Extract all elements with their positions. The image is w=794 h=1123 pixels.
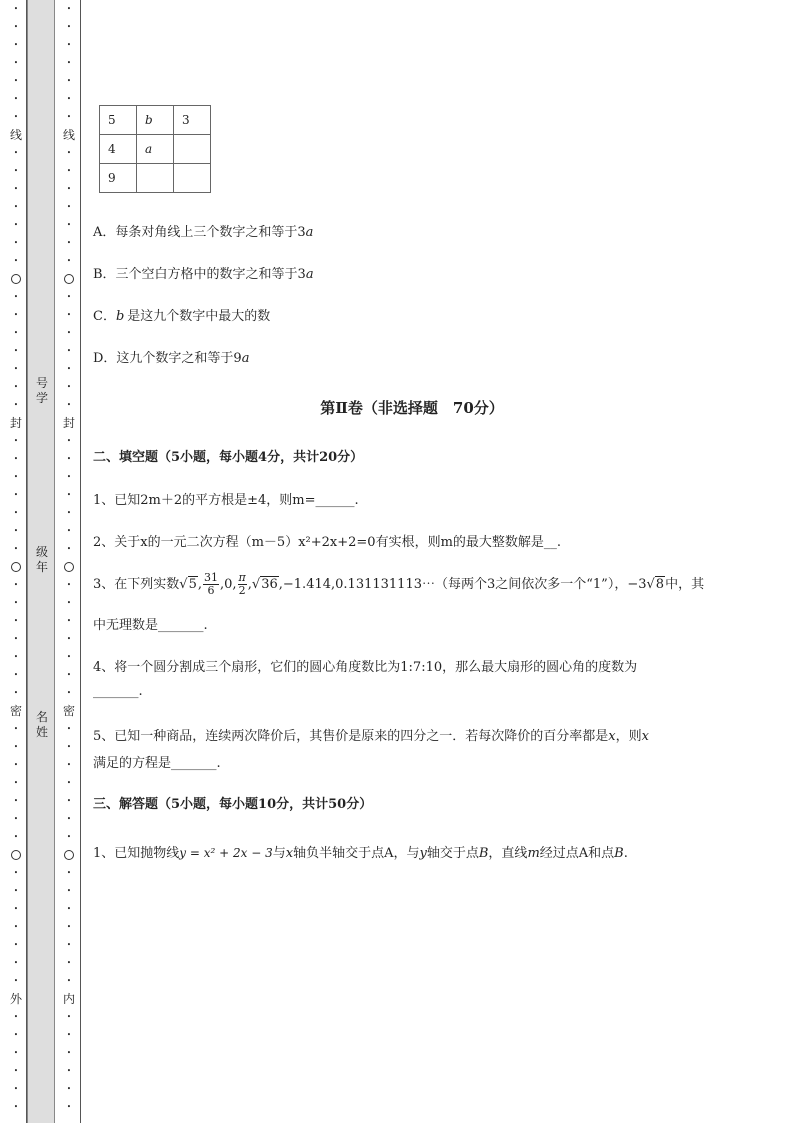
margin-dot: • (66, 239, 72, 247)
radical: √ (179, 577, 188, 592)
field-label: 名姓 (36, 710, 49, 739)
grid-cell: 4 (100, 135, 137, 164)
margin-dot: • (13, 761, 19, 769)
margin-dot: • (13, 491, 19, 499)
circle-icon (11, 562, 21, 572)
margin-dot: • (13, 689, 19, 697)
radical: √ (646, 577, 655, 592)
option-text: B．三个空白方格中的数字之和等于3 (93, 267, 306, 282)
margin-dot: • (13, 257, 19, 265)
option-text: A．每条对角线上三个数字之和等于3 (93, 225, 306, 240)
margin-dot: • (13, 77, 19, 85)
margin-dot: • (66, 23, 72, 31)
radicand: 5 (188, 577, 197, 592)
margin-dot: • (66, 869, 72, 877)
margin-dot: • (66, 473, 72, 481)
margin-dot: • (13, 743, 19, 751)
margin-dot: • (66, 167, 72, 175)
margin-dot: • (66, 1031, 72, 1039)
margin-dot: • (66, 635, 72, 643)
margin-dot: • (66, 599, 72, 607)
question-1: 1、已知2m＋2的平方根是±4，则m=______. (93, 493, 359, 508)
margin-dot: • (13, 509, 19, 517)
section3-title: 三、解答题（5小题，每小题10分，共计50分） (93, 797, 373, 812)
margin-dot: • (13, 725, 19, 733)
margin-label: 线 (9, 128, 22, 142)
margin-dot: • (66, 365, 72, 373)
point-b: B (478, 846, 489, 861)
margin-circle (64, 558, 74, 576)
margin-label: 外 (9, 992, 22, 1006)
margin-dot: • (66, 617, 72, 625)
margin-dot: • (66, 941, 72, 949)
margin-dot: • (66, 653, 72, 661)
line-m: m (527, 846, 540, 861)
margin-dot: • (13, 149, 19, 157)
margin-dot: • (13, 41, 19, 49)
margin-dot: • (13, 311, 19, 319)
circle-icon (11, 850, 21, 860)
option-var: a (305, 267, 314, 282)
margin-dot: • (13, 833, 19, 841)
margin-label: 密 (62, 704, 75, 718)
margin-dot: • (66, 5, 72, 13)
section2-title: 二、填空题（5小题，每小题4分，共计20分） (93, 450, 364, 465)
margin-dot: • (66, 77, 72, 85)
margin-dot: • (13, 527, 19, 535)
grid-cell: 5 (100, 106, 137, 135)
radicand: 8 (655, 577, 665, 592)
fraction (203, 572, 219, 597)
margin-dot: • (66, 743, 72, 751)
margin-dot: • (13, 779, 19, 787)
margin-dot: • (66, 779, 72, 787)
circle-icon (64, 562, 74, 572)
margin-dot: • (13, 959, 19, 967)
s3q1-text: 轴交于点 (426, 846, 479, 861)
question-2: 2、关于x的一元二次方程（m－5）x²+2x+2=0有实根，则m的最大整数解是__. (93, 535, 562, 550)
margin-dot: • (66, 149, 72, 157)
margin-dot: • (66, 491, 72, 499)
point-b: B (614, 846, 624, 861)
margin-dot: • (13, 221, 19, 229)
margin-dot: • (13, 167, 19, 175)
margin-dot: • (66, 185, 72, 193)
grid-cell: b (137, 106, 174, 135)
margin-dot: • (66, 437, 72, 445)
margin-dot: • (66, 671, 72, 679)
margin-dot: • (66, 1103, 72, 1111)
margin-dot: • (13, 437, 19, 445)
question-3-line2: 中无理数是_______. (93, 618, 208, 633)
circle-icon (64, 274, 74, 284)
grid-cell (174, 164, 211, 193)
margin-line-right (80, 0, 81, 1123)
margin-dot: • (66, 221, 72, 229)
margin-dot: • (66, 725, 72, 733)
margin-dot: • (13, 401, 19, 409)
margin-dot: • (13, 599, 19, 607)
margin-dot: • (13, 293, 19, 301)
var-y: y (419, 846, 427, 861)
denominator: 2 (238, 584, 246, 597)
solve-question-1 (93, 842, 628, 861)
margin-dot: • (66, 257, 72, 265)
margin-dot: • (13, 905, 19, 913)
number-grid (99, 105, 211, 193)
margin-dot: • (66, 383, 72, 391)
radicand: 36 (261, 577, 278, 592)
radical: √ (251, 577, 261, 592)
s3q1-text: 与 (272, 846, 286, 861)
margin-circle (11, 270, 21, 288)
margin-label: 线 (62, 128, 75, 142)
margin-dot: • (66, 1067, 72, 1075)
option-d (93, 347, 249, 366)
margin-circle (11, 846, 21, 864)
margin-circle (64, 846, 74, 864)
var-x: x (285, 846, 294, 861)
option-text: D．这九个数字之和等于9 (93, 351, 242, 366)
margin-dot: • (13, 671, 19, 679)
q3-rest: ,−1.414,0.131131113⋯（每两个3之间依次多一个“1”），−3 (278, 577, 647, 592)
q5-text: ，则 (615, 729, 642, 744)
q3-prefix: 3、在下列实数 (93, 577, 180, 592)
margin-dot: • (13, 869, 19, 877)
s3q1-text: 1、已知抛物线 (93, 846, 180, 861)
question-5-line2: 满足的方程是_______. (93, 756, 221, 771)
margin-dot: • (13, 1067, 19, 1075)
margin-dot: • (66, 527, 72, 535)
option-var: b (115, 309, 125, 324)
margin-dot: • (13, 1103, 19, 1111)
denominator: 6 (207, 584, 215, 597)
numerator: π (238, 571, 246, 584)
field-label: 号学 (36, 376, 49, 405)
s3q1-text: . (623, 846, 628, 861)
part2-title: 第Ⅱ卷（非选择题 70分） (320, 399, 504, 417)
margin-dot: • (13, 1013, 19, 1021)
margin-dot: • (66, 923, 72, 931)
name-label (36, 710, 50, 740)
margin-dot: • (13, 635, 19, 643)
margin-dot: • (66, 959, 72, 967)
margin-dot: • (66, 203, 72, 211)
grade-label (36, 545, 50, 575)
margin-dot: • (13, 203, 19, 211)
margin-dot: • (66, 833, 72, 841)
grid-row (100, 135, 211, 164)
s3q1-text: 经过点A和点 (539, 846, 615, 861)
inner-dot-column (59, 0, 79, 1123)
margin-dot: • (66, 1049, 72, 1057)
margin-dot: • (13, 581, 19, 589)
margin-dot: • (13, 365, 19, 373)
margin-dot: • (13, 977, 19, 985)
margin-dot: • (13, 887, 19, 895)
margin-dot: • (66, 347, 72, 355)
option-prefix: C． (93, 309, 116, 324)
question-3: 3、在下列实数√5, $\frac{31}{6}$ ,0, $\frac{\pi}{2}$ ,√36,−1.414,0.131131113⋯（每两个3之间依次多一个“1”），−3√8中，其 (93, 571, 705, 597)
option-text: 是这九个数字中最大的数 (127, 309, 271, 324)
margin-dot: • (66, 797, 72, 805)
margin-dot: • (13, 5, 19, 13)
margin-dot: • (13, 923, 19, 931)
margin-circle (64, 270, 74, 288)
margin-dot: • (13, 1031, 19, 1039)
circle-icon (64, 850, 74, 860)
margin-dot: • (13, 545, 19, 553)
margin-dot: • (13, 59, 19, 67)
margin-dot: • (13, 23, 19, 31)
grid-cell (137, 164, 174, 193)
margin-dot: • (13, 239, 19, 247)
margin-circle (11, 558, 21, 576)
parabola-equation: y = x² + 2x − 3 (179, 846, 273, 860)
fraction (238, 572, 247, 597)
margin-dot: • (66, 977, 72, 985)
margin-dot: • (13, 473, 19, 481)
margin-dot: • (13, 941, 19, 949)
margin-dot: • (13, 383, 19, 391)
margin-dot: • (66, 113, 72, 121)
margin-dot: • (66, 509, 72, 517)
margin-dot: • (13, 797, 19, 805)
margin-dot: • (66, 455, 72, 463)
option-a (93, 221, 313, 240)
circle-icon (11, 274, 21, 284)
q5-text: 5、已知一种商品，连续两次降价后，其售价是原来的四分之一．若每次降价的百分率都是 (93, 729, 609, 744)
margin-dot: • (66, 689, 72, 697)
margin-dot: • (66, 815, 72, 823)
margin-dot: • (13, 815, 19, 823)
field-label: 级年 (36, 545, 49, 574)
margin-label: 封 (9, 416, 22, 430)
margin-label: 封 (62, 416, 75, 430)
margin-dot: • (66, 1013, 72, 1021)
margin-dot: • (66, 887, 72, 895)
question-4: 4、将一个圆分割成三个扇形，它们的圆心角度数比为1:7:10，那么最大扇形的圆心角的度数为 (93, 660, 638, 675)
margin-dot: • (66, 311, 72, 319)
option-var: a (241, 351, 250, 366)
q3-tail: 中，其 (665, 577, 705, 592)
grid-cell: a (137, 135, 174, 164)
grid-row (100, 106, 211, 135)
q3-zero: ,0, (220, 577, 237, 592)
margin-dot: • (66, 41, 72, 49)
outer-dot-column (6, 0, 26, 1123)
margin-dot: • (13, 185, 19, 193)
question-5 (93, 725, 649, 744)
margin-dot: • (66, 329, 72, 337)
option-c (93, 305, 270, 324)
margin-dot: • (66, 761, 72, 769)
grid-cell (174, 135, 211, 164)
option-var: a (305, 225, 314, 240)
numerator: 31 (204, 571, 218, 584)
margin-dot: • (13, 455, 19, 463)
grid-cell: 3 (174, 106, 211, 135)
margin-dot: • (13, 617, 19, 625)
margin-dot: • (66, 401, 72, 409)
margin-dot: • (66, 59, 72, 67)
q5-var: x (641, 729, 649, 744)
margin-dot: • (13, 95, 19, 103)
margin-dot: • (13, 347, 19, 355)
s3q1-text: 轴负半轴交于点A，与 (293, 846, 420, 861)
margin-dot: • (66, 95, 72, 103)
margin-label: 密 (9, 704, 22, 718)
s3q1-text: ，直线 (488, 846, 528, 861)
margin-dot: • (66, 293, 72, 301)
grid-row (100, 164, 211, 193)
grid-cell: 9 (100, 164, 137, 193)
margin-dot: • (66, 545, 72, 553)
margin-label: 内 (62, 992, 75, 1006)
margin-dot: • (13, 653, 19, 661)
margin-dot: • (13, 113, 19, 121)
question-4-line2: _______. (93, 684, 143, 699)
margin-dot: • (66, 905, 72, 913)
margin-dot: • (66, 581, 72, 589)
margin-dot: • (66, 1085, 72, 1093)
margin-dot: • (13, 1049, 19, 1057)
margin-dot: • (13, 1085, 19, 1093)
option-b (93, 263, 314, 282)
margin-dot: • (13, 329, 19, 337)
q5-var: x (608, 729, 616, 744)
